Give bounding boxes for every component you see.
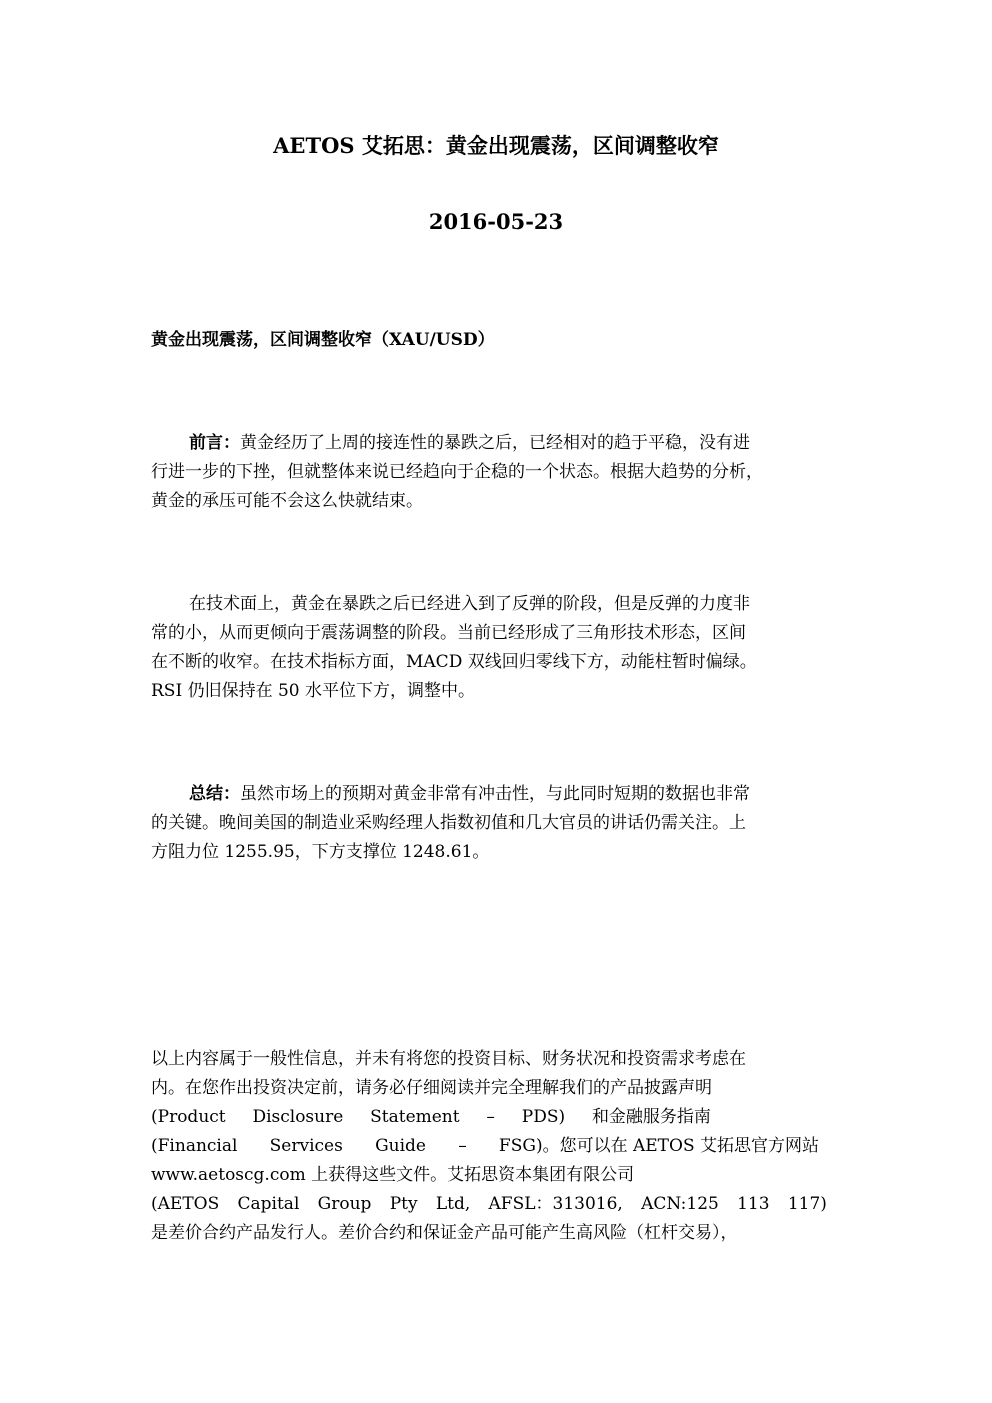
disclaimer-line-5: www.aetoscg.com 上获得这些文件。艾拓思资本集团有限公司: [151, 1165, 635, 1185]
section-heading: 黄金出现震荡，区间调整收窄（XAU/USD）: [151, 330, 495, 350]
technical-line-4: RSI 仍旧保持在 50 水平位下方，调整中。: [151, 681, 476, 701]
intro-paragraph: [151, 429, 841, 516]
technical-line-3: 在不断的收窄。在技术指标方面，MACD 双线回归零线下方，动能柱暂时偏绿。: [151, 652, 757, 672]
disclaimer-line-2: 内。在您作出投资决定前，请务必仔细阅读并完全理解我们的产品披露声明: [151, 1078, 712, 1098]
document-title: AETOS 艾拓思：黄金出现震荡，区间调整收窄: [273, 133, 719, 158]
document-date: 2016-05-23: [428, 209, 564, 234]
intro-line-3: 黄金的承压可能不会这么快就结束。: [151, 491, 423, 511]
disclaimer-line-3: (Product Disclosure Statement – PDS) 和金融服务指南: [151, 1107, 711, 1127]
technical-line-2: 常的小，从而更倾向于震荡调整的阶段。当前已经形成了三角形技术形态，区间: [151, 623, 746, 643]
summary-paragraph: [151, 780, 841, 867]
disclaimer-line-6: (AETOS Capital Group Pty Ltd, AFSL：313016, ACN:125 113 117): [151, 1194, 827, 1214]
technical-line-1: 在技术面上，黄金在暴跌之后已经进入到了反弹的阶段，但是反弹的力度非: [189, 594, 750, 614]
summary-line-2: 的关键。晚间美国的制造业采购经理人指数初值和几大官员的讲话仍需关注。上: [151, 813, 746, 833]
disclaimer-line-4: (Financial Services Guide – FSG)。您可以在 AETOS 艾拓思官方网站: [151, 1136, 819, 1156]
summary-line-3: 方阻力位 1255.95，下方支撑位 1248.61。: [151, 842, 490, 862]
disclaimer-block: [151, 1045, 841, 1248]
disclaimer-line-1: 以上内容属于一般性信息，并未有将您的投资目标、财务状况和投资需求考虑在: [151, 1049, 746, 1069]
technical-paragraph: [151, 590, 841, 706]
summary-line-1: 总结：虽然市场上的预期对黄金非常有冲击性，与此同时短期的数据也非常: [189, 784, 750, 804]
summary-label: 总结：: [189, 784, 240, 804]
intro-label: 前言：: [189, 433, 240, 453]
intro-line-2: 行进一步的下挫，但就整体来说已经趋向于企稳的一个状态。根据大趋势的分析，: [151, 462, 763, 482]
disclaimer-line-7: 是差价合约产品发行人。差价合约和保证金产品可能产生高风险（杠杆交易），: [151, 1223, 738, 1243]
intro-line-1: 前言：黄金经历了上周的接连性的暴跌之后，已经相对的趋于平稳，没有进: [189, 433, 750, 453]
